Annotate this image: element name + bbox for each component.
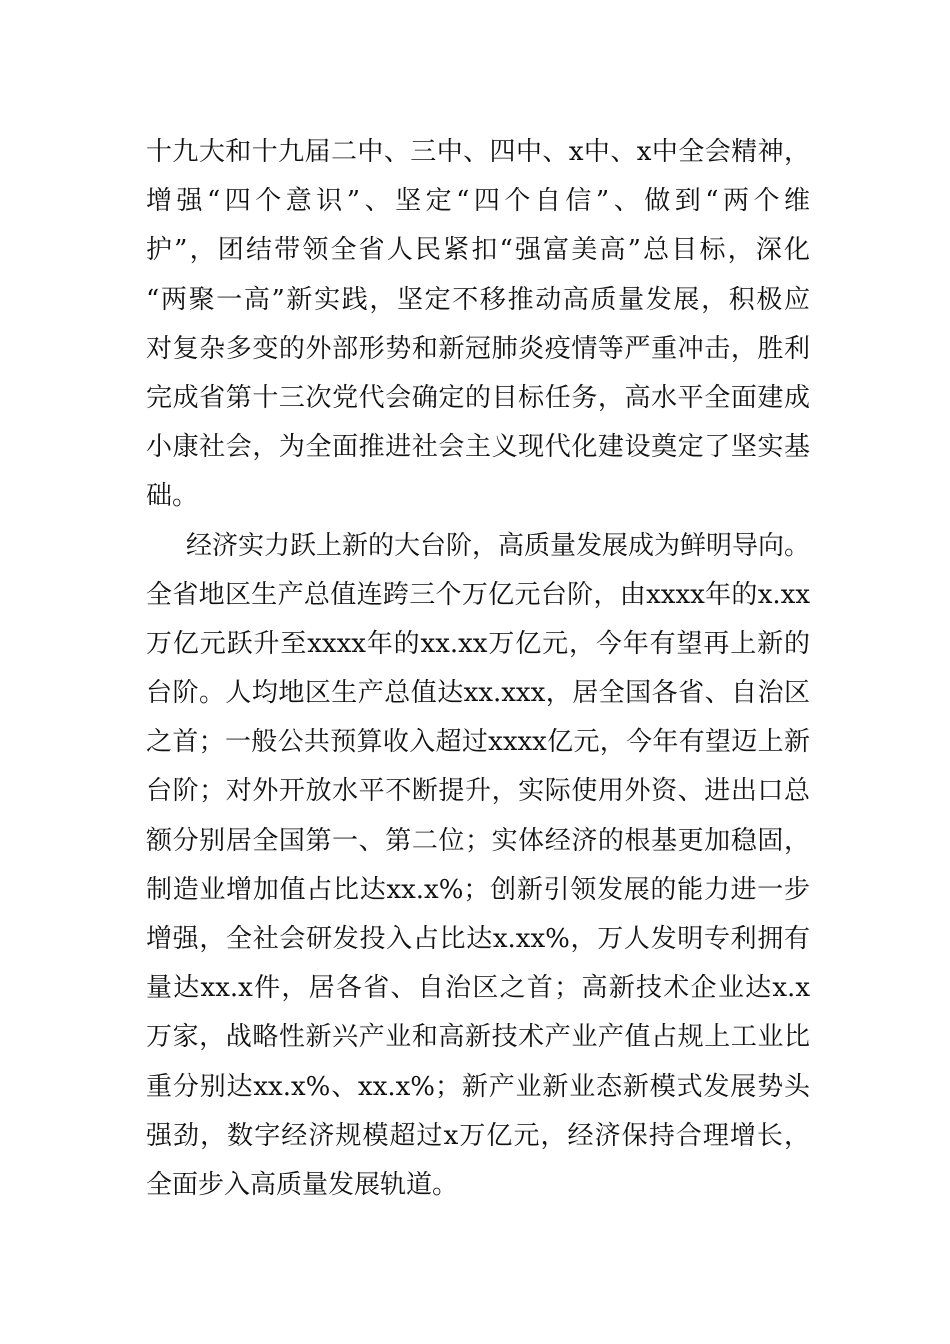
text-line: 础。	[146, 481, 199, 512]
text-line: 护”，团结带领全省人民紧扣“强富美高”总目标，深化	[146, 235, 810, 266]
text-line: 万家，战略性新兴产业和高新技术产业产值占规上工业比	[146, 1022, 810, 1053]
text-line: 对复杂多变的外部形势和新冠肺炎疫情等严重冲击，胜利	[146, 333, 810, 364]
text-line: 全省地区生产总值连跨三个万亿元台阶，由xxxx年的x.xx	[146, 579, 810, 610]
text-line: “两聚一高”新实践，坚定不移推动高质量发展，积极应	[146, 284, 810, 315]
text-line: 十九大和十九届二中、三中、四中、x中、x中全会精神，	[146, 137, 810, 167]
text-line: 完成省第十三次党代会确定的目标任务，高水平全面建成	[146, 382, 810, 413]
text-line: 万亿元跃升至xxxx年的xx.xx万亿元，今年有望再上新的	[146, 628, 810, 659]
text-line: 小康社会，为全面推进社会主义现代化建设奠定了坚实基	[146, 432, 810, 463]
text-line: 增强“四个意识”、坚定“四个自信”、做到“两个维	[146, 186, 810, 217]
text-line: 强劲，数字经济规模超过x万亿元，经济保持合理增长，	[146, 1120, 810, 1151]
text-line: 之首；一般公共预算收入超过xxxx亿元，今年有望迈上新	[146, 727, 810, 758]
paragraph-2	[146, 522, 810, 1211]
text-line: 台阶。人均地区生产总值达xx.xxx，居全国各省、自治区	[146, 678, 810, 709]
body-text	[146, 128, 810, 1210]
text-line: 重分别达xx.x%、xx.x%；新产业新业态新模式发展势头	[146, 1071, 810, 1102]
text-line: 经济实力跃上新的大台阶，高质量发展成为鲜明导向。	[186, 530, 810, 561]
text-line: 制造业增加值占比达xx.x%；创新引领发展的能力进一步	[146, 874, 810, 905]
text-line: 量达xx.x件，居各省、自治区之首；高新技术企业达x.x	[146, 973, 810, 1004]
text-line: 全面步入高质量发展轨道。	[146, 1169, 459, 1200]
text-line: 台阶；对外开放水平不断提升，实际使用外资、进出口总	[146, 776, 810, 807]
text-line: 额分别居全国第一、第二位；实体经济的根基更加稳固，	[146, 825, 810, 856]
text-line: 增强，全社会研发投入占比达x.xx%，万人发明专利拥有	[146, 924, 810, 954]
paragraph-1	[146, 128, 810, 522]
